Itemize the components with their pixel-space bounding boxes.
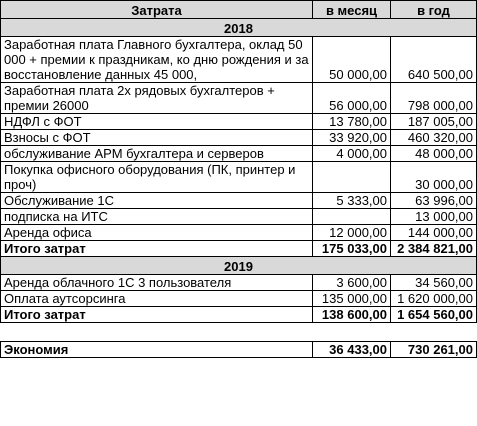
year-2019-row [1,257,477,275]
total-year: 2 384 821,00 [391,241,477,257]
cost-year: 48 000,00 [391,146,477,162]
cost-year: 30 000,00 [391,162,477,193]
cost-name: Заработная плата Главного бухгалтера, оклад 50 000 + премии к праздникам, ко дню рождения и за восстановление данных 45 000, [1,37,313,83]
cost-year: 640 500,00 [391,37,477,83]
header-per-month: в месяц [313,1,391,19]
cost-month: 135 000,00 [313,291,391,307]
spacer-cell [1,323,313,342]
cost-name: Заработная плата 2х рядовых бухгалтеров + премии 26000 [1,83,313,114]
cost-name: Оплата аутсорсинга [1,291,313,307]
savings-row [1,342,477,358]
cost-name: Аренда облачного 1С 3 пользователя [1,275,313,291]
cost-year: 1 620 000,00 [391,291,477,307]
cost-month: 3 600,00 [313,275,391,291]
table-row [1,130,477,146]
total-row-2018 [1,241,477,257]
year-2019-label: 2019 [1,257,477,275]
cost-month [313,209,391,225]
cost-month: 13 780,00 [313,114,391,130]
total-month: 175 033,00 [313,241,391,257]
year-2018-label: 2018 [1,19,477,37]
header-cost: Затрата [1,1,313,19]
cost-name: Покупка офисного оборудования (ПК, принтер и проч) [1,162,313,193]
cost-year: 187 005,00 [391,114,477,130]
table-row [1,162,477,193]
savings-year: 730 261,00 [391,342,477,358]
savings-month: 36 433,00 [313,342,391,358]
header-per-year: в год [391,1,477,19]
year-2018-row [1,19,477,37]
cost-month: 5 333,00 [313,193,391,209]
spacer-cell [313,323,391,342]
table-row [1,114,477,130]
total-row-2019 [1,307,477,323]
spacer-row [1,323,477,342]
cost-name: Взносы с ФОТ [1,130,313,146]
cost-name: обслуживание АРМ бухгалтера и серверов [1,146,313,162]
cost-year: 34 560,00 [391,275,477,291]
total-year: 1 654 560,00 [391,307,477,323]
cost-month: 50 000,00 [313,37,391,83]
table-row [1,37,477,83]
table-row [1,146,477,162]
spacer-cell [391,323,477,342]
cost-year: 460 320,00 [391,130,477,146]
savings-label: Экономия [1,342,313,358]
cost-year: 63 996,00 [391,193,477,209]
table-row [1,209,477,225]
cost-month: 56 000,00 [313,83,391,114]
cost-name: НДФЛ с ФОТ [1,114,313,130]
cost-year: 13 000,00 [391,209,477,225]
cost-month: 33 920,00 [313,130,391,146]
cost-month: 12 000,00 [313,225,391,241]
table-row [1,83,477,114]
cost-year: 144 000,00 [391,225,477,241]
cost-name: Аренда офиса [1,225,313,241]
table-row [1,291,477,307]
total-label: Итого затрат [1,241,313,257]
cost-name: Обслуживание 1С [1,193,313,209]
table-row [1,275,477,291]
total-label: Итого затрат [1,307,313,323]
header-row [1,1,477,19]
table-row [1,193,477,209]
cost-month [313,162,391,193]
table-row [1,225,477,241]
cost-name: подписка на ИТС [1,209,313,225]
cost-year: 798 000,00 [391,83,477,114]
total-month: 138 600,00 [313,307,391,323]
cost-month: 4 000,00 [313,146,391,162]
